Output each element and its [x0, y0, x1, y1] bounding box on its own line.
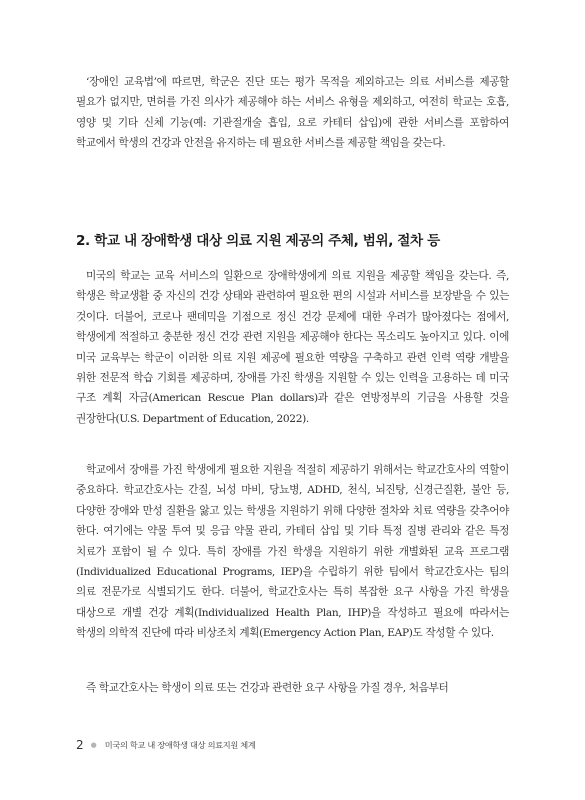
paragraph-continuation: 즉 학교간호사는 학생이 의료 또는 건강과 관련한 요구 사항을 가질 경우, 처음부터 [86, 682, 449, 694]
running-title: 미국의 학교 내 장애학생 대상 의료지원 체계 [104, 739, 256, 750]
page-number: 2 [76, 738, 84, 752]
section-heading: 2. 학교 내 장애학생 대상 의료 지원 제공의 주체, 범위, 절차 등 [76, 233, 440, 249]
paragraph-school-nurse-role: 학교에서 장애를 가진 학생에게 필요한 지원을 적절히 제공하기 위해서는 학교간호사의 역할이 중요하다. 학교간호사는 간질, 뇌성 마비, 당뇨병, ADHD, 천식, 뇌진탕, 신경근질환, 불안 등, 다양한 장애와 만성 질환을 앓고 있는 학생을 지원하기 위해 다양한 절차와 치료 역량을 갖추어야 한다. 여기에는 약물 투여 및 응급 약물 관리, 카테터 삽입 및 기타 특정 질병 관리와 같은 특정 치료가 포함이 될 수 있다. 특히 장애를 가진 학생을 지원하기 위한 개별화된 교육 프로그램(Individualized Educational Programs, IEP)을 수립하기 위한 팀에서 학교간호사는 팀의 의료 전문가로 식별되기도 한다. 더불어, 학교간호사는 특히 복잡한 요구 사항을 가진 학생을 대상으로 개별 건강 계획(Individualized Health Plan, IHP)을 작성하고 필요에 따라서는 학생의 의학적 진단에 따라 비상조치 계획(Emergency Action Plan, EAP)도 작성할 수 있다. [76, 464, 509, 640]
footer-bullet-icon: ● [90, 741, 97, 749]
paragraph-intro: ‘장애인 교육법’에 따르면, 학군은 진단 또는 평가 목적을 제외하고는 의료 서비스를 제공할 필요가 없지만, 면허를 가진 의사가 제공해야 하는 서비스 유형을 제외하고, 여전히 학교는 호흡, 영양 및 기타 신체 기능(예: 기관절개술 흡입, 요로 카테터 삽입)에 관한 서비스를 포함하여 학교에서 학생의 건강과 안전을 유지하는 데 필요한 서비스를 제공할 책임을 갖는다. [76, 76, 509, 150]
page-footer [76, 738, 256, 752]
paragraph-school-responsibility: 미국의 학교는 교육 서비스의 일환으로 장애학생에게 의료 지원을 제공할 책임을 갖는다. 즉, 학생은 학교생활 중 자신의 건강 상태와 관련하여 필요한 편의 시설과 서비스를 보장받을 수 있는 것이다. 더불어, 코로나 팬데믹을 기점으로 정신 건강 문제에 대한 우려가 많아졌다는 점에서, 학생에게 적절하고 충분한 정신 건강 관련 지원을 제공해야 한다는 목소리도 높아지고 있다. 이에 미국 교육부는 학군이 이러한 의료 지원 제공에 필요한 역량을 구축하고 관련 인력 역량 개발을 위한 전문적 학습 기회를 제공하며, 장애를 가진 학생을 지원할 수 있는 인력을 고용하는 데 미국 구조 계획 자금(American Rescue Plan dollars)과 같은 연방정부의 기금을 사용할 것을 권장한다(U.S. Department of Education, 2022). [76, 270, 509, 425]
